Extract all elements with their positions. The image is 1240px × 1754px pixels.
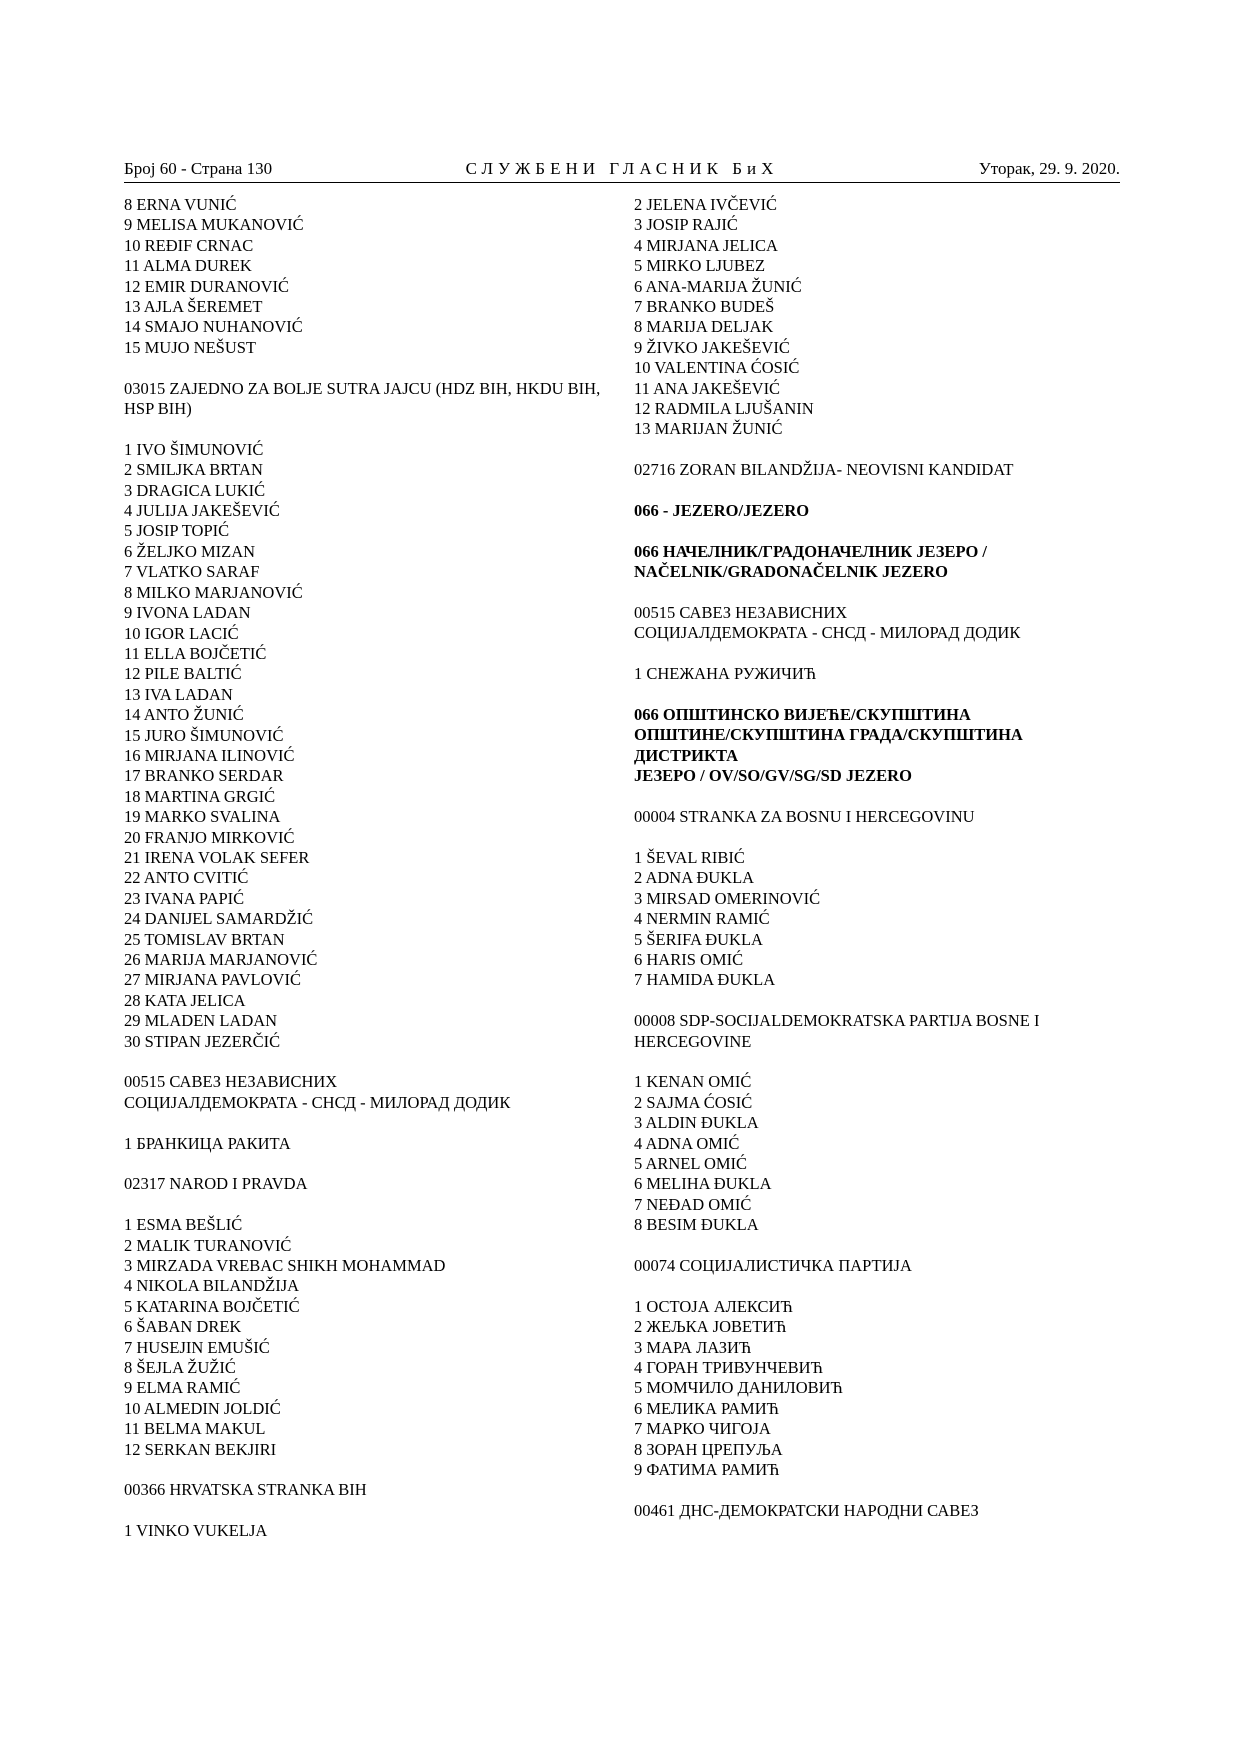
page-header — [124, 158, 1120, 183]
text-line: 10 REĐIF CRNAC — [124, 235, 254, 255]
text-line: 6 MELIHA ĐUKLA — [634, 1174, 772, 1194]
text-line: 00461 ДНС-ДЕМОКРАТСКИ НАРОДНИ САВЕЗ — [634, 1500, 979, 1520]
text-line: 12 SERKAN BEKJIRI — [124, 1439, 277, 1459]
text-line: HERCEGOVINE — [634, 1031, 752, 1051]
text-line: 27 MIRJANA PAVLOVIĆ — [124, 970, 301, 990]
section-heading — [634, 501, 1120, 521]
text-line: 4 MIRJANA JELICA — [634, 235, 778, 255]
text-line: 12 EMIR DURANOVIĆ — [124, 276, 289, 296]
text-block — [634, 1297, 1120, 1481]
text-block — [124, 1072, 604, 1113]
text-line: 00008 SDP-SOCIJALDEMOKRATSKA PARTIJA BOSNE I — [634, 1011, 1040, 1031]
text-line: 3 MIRZADA VREBAC SHIKH MOHAMMAD — [124, 1256, 446, 1276]
text-line: 14 ANTO ŽUNIĆ — [124, 705, 244, 725]
text-line: 6 ANA-MARIJA ŽUNIĆ — [634, 276, 802, 296]
text-line: 14 SMAJO NUHANOVIĆ — [124, 317, 303, 337]
text-block — [634, 807, 1120, 827]
text-line: 26 MARIJA MARJANOVIĆ — [124, 950, 318, 969]
text-line: 12 PILE BALTIĆ — [124, 664, 242, 684]
text-line: 00074 СОЦИЈАЛИСТИЧКА ПАРТИЈА — [634, 1255, 912, 1275]
text-line: 11 BELMA MAKUL — [124, 1419, 266, 1439]
text-block — [634, 1501, 1120, 1521]
text-line: 3 МАРА ЛАЗИЋ — [634, 1337, 752, 1357]
text-line: 9 ELMA RAMIĆ — [124, 1378, 241, 1398]
text-line: 17 BRANKO SERDAR — [124, 766, 284, 786]
left-column — [124, 195, 604, 1562]
text-line: 1 СНЕЖАНА РУЖИЧИЋ — [634, 664, 817, 684]
text-line: 00515 САВЕЗ НЕЗАВИСНИХ — [124, 1072, 338, 1092]
text-line: 7 HUSEJIN EMUŠIĆ — [124, 1337, 270, 1357]
text-line: 8 MARIJA DELJAK — [634, 317, 774, 337]
issue-page-label: Број 60 - Страна 130 — [124, 159, 273, 178]
text-line: 19 MARKO SVALINA — [124, 807, 281, 827]
text-line: 23 IVANA PAPIĆ — [124, 888, 245, 908]
text-line: 02317 NAROD I PRAVDA — [124, 1174, 308, 1194]
text-line: 8 MILKO MARJANOVIĆ — [124, 582, 303, 602]
right-column — [634, 195, 1120, 1542]
text-line: 2 SAJMA ĆOSIĆ — [634, 1092, 753, 1112]
text-line: 9 ŽIVKO JAKEŠEVIĆ — [634, 337, 790, 357]
text-line: 4 JULIJA JAKEŠEVIĆ — [124, 501, 280, 521]
text-line: 13 MARIJAN ŽUNIĆ — [634, 419, 783, 439]
text-line: 9 ФАТИМА РАМИЋ — [634, 1460, 780, 1479]
text-block — [634, 1011, 1120, 1052]
section-heading — [634, 542, 1120, 583]
text-line: 1 IVO ŠIMUNOVIĆ — [124, 439, 264, 459]
text-line: 3 ALDIN ĐUKLA — [634, 1113, 759, 1133]
text-line: 1 VINKO VUKELJA — [124, 1521, 268, 1541]
text-block — [634, 195, 1120, 440]
text-line: 5 MIRKO LJUBEZ — [634, 256, 766, 276]
text-line: 6 HARIS OMIĆ — [634, 949, 744, 969]
text-line: 7 NEĐAD OMIĆ — [634, 1194, 752, 1214]
text-line: 00515 САВЕЗ НЕЗАВИСНИХ — [634, 603, 848, 623]
text-line: 12 RADMILA LJUŠANIN — [634, 399, 814, 419]
text-block — [124, 195, 604, 358]
text-line: 28 KATA JELICA — [124, 990, 246, 1010]
gazette-title: СЛУЖБЕНИ ГЛАСНИК БиХ — [465, 159, 779, 178]
text-line: 02716 ZORAN BILANDŽIJA- NEOVISNI KANDIDAT — [634, 460, 1014, 480]
text-block — [634, 1256, 1120, 1276]
text-line: 15 MUJO NEŠUST — [124, 337, 257, 357]
text-line: 8 ЗОРАН ЦРЕПУЉА — [634, 1439, 783, 1459]
text-line: 066 НАЧЕЛНИК/ГРАДОНАЧЕЛНИК ЈЕЗЕРО / — [634, 541, 987, 561]
text-line: 3 DRAGICA LUKIĆ — [124, 480, 266, 500]
text-line: 15 JURO ŠIMUNOVIĆ — [124, 725, 284, 745]
text-block — [634, 1072, 1120, 1235]
text-line: 11 ELLA BOJČETIĆ — [124, 643, 267, 663]
text-line: 5 ŠERIFA ĐUKLA — [634, 929, 763, 949]
text-block — [124, 1174, 604, 1194]
text-line: 6 ŠABAN DREK — [124, 1317, 242, 1337]
text-line: 1 ОСТОЈА АЛЕКСИЋ — [634, 1296, 793, 1316]
text-line: 6 ŽELJKO MIZAN — [124, 541, 256, 561]
text-line: 4 NIKOLA BILANDŽIJA — [124, 1276, 300, 1296]
text-block — [634, 664, 1120, 684]
text-block — [634, 603, 1120, 644]
text-line: ДИСТРИКТА — [634, 745, 739, 765]
text-line: 22 ANTO CVITIĆ — [124, 868, 249, 888]
text-line: 4 ГОРАН ТРИВУНЧЕВИЋ — [634, 1357, 823, 1377]
text-line: 066 ОПШТИНСКО ВИЈЕЋЕ/СКУПШТИНА — [634, 705, 971, 725]
text-block — [124, 1521, 604, 1541]
text-line: 9 MELISA MUKANOVIĆ — [124, 215, 304, 235]
text-block — [124, 440, 604, 1052]
issue-date: Уторак, 29. 9. 2020. — [978, 159, 1120, 178]
text-line: 1 ESMA BEŠLIĆ — [124, 1215, 243, 1235]
text-line: 5 МОМЧИЛО ДАНИЛОВИЋ — [634, 1378, 843, 1398]
text-line: 7 МАРКО ЧИГОЈА — [634, 1419, 771, 1439]
text-block — [124, 1134, 604, 1154]
text-line: 24 DANIJEL SAMARDŽIĆ — [124, 909, 314, 929]
text-line: 13 AJLA ŠEREMET — [124, 297, 263, 317]
text-line: 8 ŠEJLA ŽUŽIĆ — [124, 1358, 236, 1378]
text-line: 10 ALMEDIN JOLDIĆ — [124, 1398, 281, 1418]
text-line: NAČELNIK/GRADONAČELNIK JEZERO — [634, 562, 948, 582]
text-line: 1 БРАНКИЦА РАКИТА — [124, 1133, 291, 1153]
text-line: 25 TOMISLAV BRTAN — [124, 929, 285, 949]
text-line: 00004 STRANKA ZA BOSNU I HERCEGOVINU — [634, 807, 975, 827]
text-line: 2 ЖЕЉКА ЈОВЕТИЋ — [634, 1317, 787, 1337]
text-line: 8 ERNA VUNIĆ — [124, 195, 237, 214]
text-line: 5 KATARINA BOJČETIĆ — [124, 1296, 300, 1316]
text-line: 066 - JEZERO/JEZERO — [634, 501, 810, 521]
text-block — [634, 460, 1120, 480]
text-line: 18 MARTINA GRGIĆ — [124, 786, 276, 806]
text-line: СОЦИЈАЛДЕМОКРАТА - СНСД - МИЛОРАД ДОДИК — [634, 623, 1021, 643]
text-line: 2 JELENA IVČEVIĆ — [634, 195, 777, 214]
text-line: ОПШТИНЕ/СКУПШТИНА ГРАДА/СКУПШТИНА — [634, 725, 1023, 745]
text-line: 7 VLATKO SARAF — [124, 562, 260, 582]
text-line: 3 MIRSAD OMERINOVIĆ — [634, 888, 821, 908]
text-line: 5 JOSIP TOPIĆ — [124, 521, 230, 541]
text-block — [124, 379, 604, 420]
text-line: 3 JOSIP RAJIĆ — [634, 215, 738, 235]
text-line: 7 HAMIDA ĐUKLA — [634, 970, 776, 990]
text-line: 10 VALENTINA ĆOSIĆ — [634, 358, 800, 378]
text-line: 11 ALMA DUREK — [124, 256, 252, 276]
text-line: 16 MIRJANA ILINOVIĆ — [124, 745, 295, 765]
text-line: 5 ARNEL OMIĆ — [634, 1153, 748, 1173]
text-line: 03015 ZAJEDNO ZA BOLJE SUTRA JAJCU (HDZ BIH, HKDU BIH, HSP BIH) — [124, 378, 601, 419]
text-line: 10 IGOR LACIĆ — [124, 623, 239, 643]
text-line: ЈЕЗЕРО / OV/SO/GV/SG/SD JEZERO — [634, 766, 912, 786]
section-heading — [634, 705, 1120, 787]
text-line: 29 MLADEN LADAN — [124, 1011, 278, 1031]
text-line: 7 BRANKO BUDEŠ — [634, 297, 775, 317]
text-line: 11 ANA JAKEŠEVIĆ — [634, 378, 781, 398]
text-line: 1 ŠEVAL RIBIĆ — [634, 847, 745, 867]
text-line: 00366 HRVATSKA STRANKA BIH — [124, 1480, 367, 1500]
text-line: 2 ADNA ĐUKLA — [634, 868, 755, 888]
text-line: 8 BESIM ĐUKLA — [634, 1215, 759, 1235]
text-line: 2 MALIK TURANOVIĆ — [124, 1235, 292, 1255]
text-block — [634, 848, 1120, 991]
text-line: 21 IRENA VOLAK SEFER — [124, 847, 310, 867]
text-line: 4 ADNA OMIĆ — [634, 1133, 740, 1153]
text-block — [124, 1480, 604, 1500]
text-block — [124, 1215, 604, 1460]
text-line: 1 KENAN OMIĆ — [634, 1072, 752, 1092]
text-line: 13 IVA LADAN — [124, 684, 233, 704]
text-line: 9 IVONA LADAN — [124, 603, 251, 623]
text-line: 20 FRANJO MIRKOVIĆ — [124, 827, 295, 847]
text-line: 30 STIPAN JEZERČIĆ — [124, 1031, 281, 1051]
text-line: 2 SMILJKA BRTAN — [124, 460, 263, 480]
text-line: 6 МЕЛИКА РАМИЋ — [634, 1398, 779, 1418]
text-line: СОЦИЈАЛДЕМОКРАТА - СНСД - МИЛОРАД ДОДИК — [124, 1092, 511, 1112]
text-line: 4 NERMIN RAMIĆ — [634, 909, 770, 929]
